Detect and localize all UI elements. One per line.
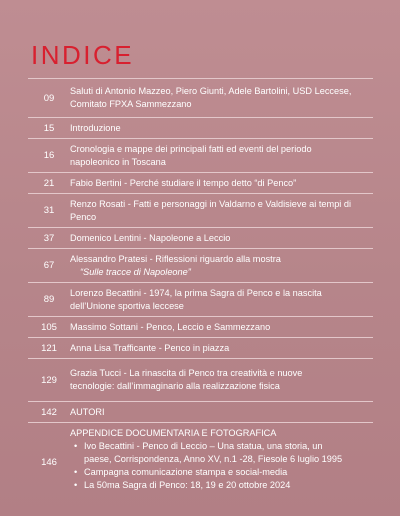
toc-entry bbox=[28, 401, 373, 422]
toc-page-number: 105 bbox=[41, 321, 57, 333]
toc-entry-line: Introduzione bbox=[70, 122, 121, 133]
appendix-bullet-line: • Campagna comunicazione stampa e social-media bbox=[84, 467, 288, 477]
toc-entry bbox=[28, 78, 373, 117]
toc-page-number: 15 bbox=[43, 122, 55, 134]
toc-entry bbox=[28, 316, 373, 337]
toc-page-number: 67 bbox=[43, 260, 55, 271]
toc-entry-text bbox=[70, 406, 373, 419]
toc-entry-line: Lorenzo Becattini - 1974, la prima Sagra di Penco e la nascita bbox=[70, 287, 322, 298]
toc-entry-line: Anna Lisa Trafficante - Penco in piazza bbox=[70, 342, 230, 353]
toc-entry-text bbox=[70, 287, 373, 313]
toc-entry-text bbox=[70, 367, 373, 393]
table-of-contents bbox=[28, 78, 373, 497]
appendix-bullet-line: paese, Corrispondenza, Anno XV, n.1 -28, Fiesole 6 luglio 1995 bbox=[84, 454, 343, 464]
toc-entry-line: Penco bbox=[70, 211, 97, 222]
toc-entry-line: Alessandro Pratesi - Riflessioni riguardo alla mostra bbox=[70, 253, 281, 264]
toc-entry-line: Massimo Sottani - Penco, Leccio e Sammezzano bbox=[70, 321, 271, 332]
toc-entry-line: Renzo Rosati - Fatti e personaggi in Valdarno e Valdisieve ai tempi di bbox=[70, 198, 352, 209]
toc-entry bbox=[28, 138, 373, 172]
toc-entry bbox=[28, 248, 373, 282]
toc-page-number: 89 bbox=[43, 294, 55, 305]
appendix-bullet-item bbox=[70, 479, 369, 492]
toc-entry-text bbox=[70, 198, 373, 224]
toc-entry bbox=[28, 117, 373, 138]
toc-entry-text bbox=[70, 143, 373, 169]
toc-entry-text bbox=[70, 342, 373, 355]
toc-entry-italic-title: “Sulle tracce di Napoleone” bbox=[80, 266, 191, 277]
toc-entry-line: Fabio Bertini - Perché studiare il tempo detto “di Penco” bbox=[70, 177, 297, 188]
toc-entry bbox=[28, 227, 373, 248]
appendix-bullet-item bbox=[70, 466, 369, 479]
toc-entry bbox=[28, 337, 373, 358]
toc-entry-line: Comitato FPXA Sammezzano bbox=[70, 99, 192, 109]
toc-entry-text bbox=[70, 232, 373, 245]
toc-entry-text bbox=[70, 427, 373, 492]
toc-entry-line: tecnologie: dall’immaginario alla realizzazione fisica bbox=[70, 381, 280, 391]
page-title: INDICE bbox=[31, 40, 135, 70]
toc-entry-text bbox=[70, 122, 373, 135]
toc-page-number: 129 bbox=[41, 374, 57, 386]
toc-entry-text bbox=[70, 85, 373, 111]
toc-entry-line: AUTORI bbox=[70, 406, 105, 417]
toc-entry bbox=[28, 422, 373, 497]
toc-entry-text bbox=[70, 177, 373, 190]
toc-entry-line: Saluti di Antonio Mazzeo, Piero Giunti, Adele Bartolini, USD Leccese, bbox=[70, 86, 352, 96]
toc-entry bbox=[28, 172, 373, 193]
toc-page-number: 37 bbox=[43, 232, 55, 244]
toc-page-number: 31 bbox=[43, 205, 55, 216]
toc-page-number: 09 bbox=[43, 92, 55, 104]
toc-entry-line: Grazia Tucci - La rinascita di Penco tra creatività e nuove bbox=[70, 368, 303, 378]
toc-entry-line: Cronologia e mappe dei principali fatti ed eventi del periodo bbox=[70, 143, 312, 154]
toc-entry bbox=[28, 358, 373, 401]
toc-entry bbox=[28, 282, 373, 316]
toc-page-number: 142 bbox=[41, 406, 57, 418]
toc-entry-line: APPENDICE DOCUMENTARIA E FOTOGRAFICA bbox=[70, 428, 277, 438]
appendix-bullet-item bbox=[70, 440, 369, 466]
toc-page-number: 121 bbox=[41, 342, 57, 354]
toc-entry bbox=[28, 193, 373, 227]
toc-page-number: 21 bbox=[43, 177, 55, 189]
toc-entry-text bbox=[70, 253, 373, 279]
appendix-bullet-line: • La 50ma Sagra di Penco: 18, 19 e 20 ottobre 2024 bbox=[84, 480, 291, 490]
toc-page-number: 146 bbox=[41, 456, 57, 468]
toc-page-number: 16 bbox=[43, 150, 55, 161]
toc-entry-text bbox=[70, 321, 373, 334]
toc-entry-line: napoleonico in Toscana bbox=[70, 156, 166, 167]
appendix-bullet-line: • Ivo Becattini - Penco di Leccio – Una statua, una storia, un bbox=[84, 441, 323, 451]
toc-entry-line: Domenico Lentini - Napoleone a Leccio bbox=[70, 232, 231, 243]
toc-entry-line: dell’Unione sportiva leccese bbox=[70, 300, 184, 311]
